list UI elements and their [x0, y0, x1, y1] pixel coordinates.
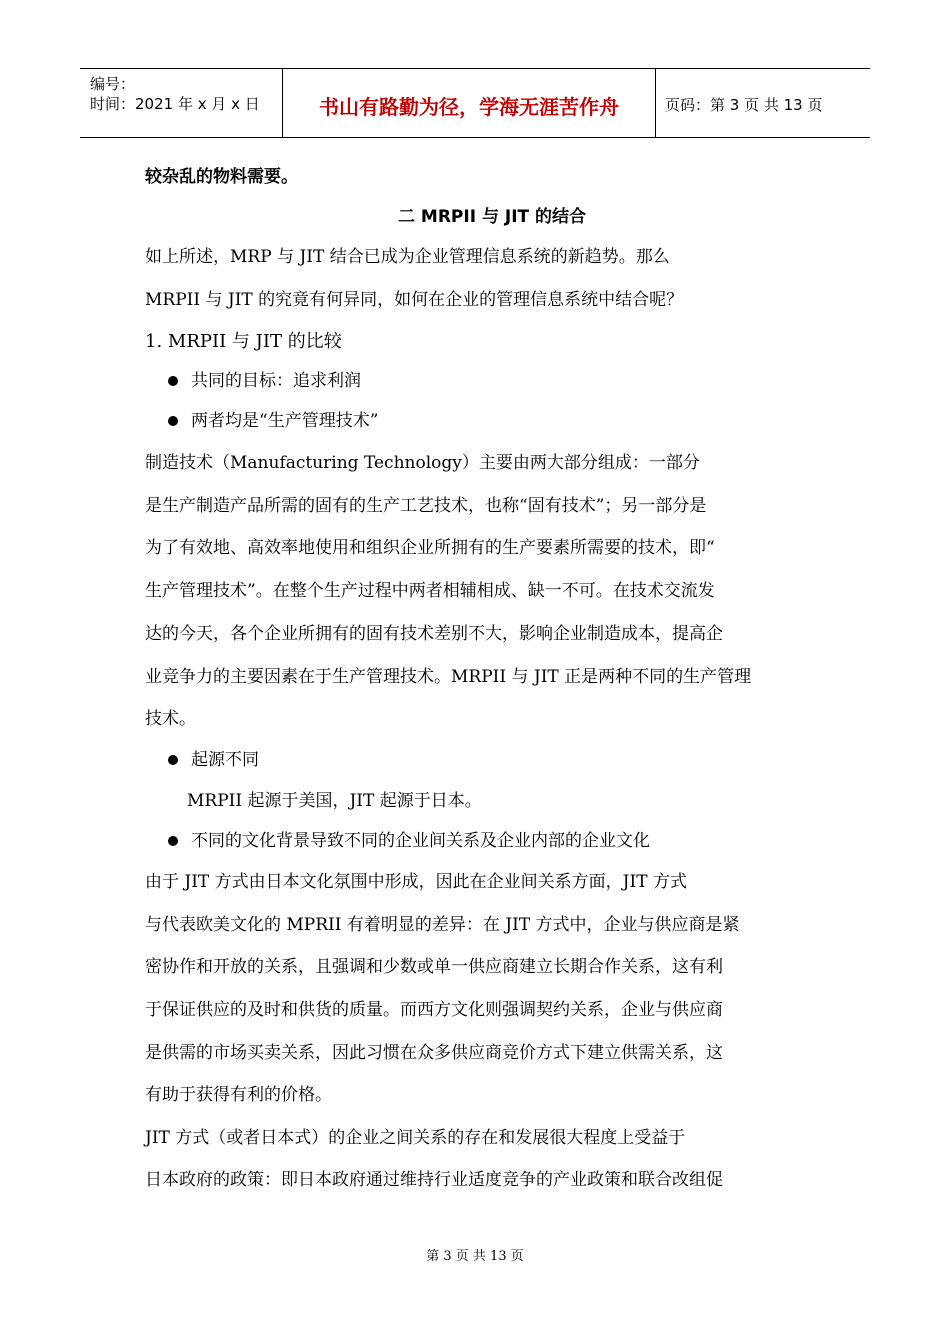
paragraph-line: 如上所述，MRP 与 JIT 结合已成为企业管理信息系统的新趋势。那么 — [145, 247, 670, 267]
bullet-item: 起源不同 — [191, 750, 259, 770]
paragraph-line: 密协作和开放的关系，且强调和少数或单一供应商建立长期合作关系，这有利 — [145, 957, 723, 977]
paragraph-line: 为了有效地、高效率地使用和组织企业所拥有的生产要素所需要的技术，即“ — [145, 538, 715, 558]
bullet-icon — [168, 416, 178, 426]
motto-text: 书山有路勤为径，学海无涯苦作舟 — [319, 95, 619, 119]
paragraph-line: MRPII 起源于美国，JIT 起源于日本。 — [187, 791, 482, 811]
page-footer: 第 3 页 共 13 页 — [426, 1249, 524, 1264]
bullet-icon — [168, 376, 178, 386]
paragraph-line: 业竞争力的主要因素在于生产管理技术。MRPII 与 JIT 正是两种不同的生产管理 — [145, 667, 752, 687]
bullet-item: 不同的文化背景导致不同的企业间关系及企业内部的企业文化 — [191, 831, 650, 851]
paragraph-line: 生产管理技术”。在整个生产过程中两者相辅相成、缺一不可。在技术交流发 — [145, 581, 715, 601]
bullet-item: 两者均是“生产管理技术” — [191, 411, 379, 431]
section-heading: 二 MRPII 与 JIT 的结合 — [398, 207, 587, 227]
paragraph-line: 是生产制造产品所需的固有的生产工艺技术，也称“固有技术”；另一部分是 — [145, 496, 707, 516]
number-label: 编号： — [90, 75, 136, 93]
paragraph-line: 技术。 — [145, 709, 196, 729]
paragraph-line: 较杂乱的物料需要。 — [145, 167, 298, 187]
paragraph-line: 有助于获得有利的价格。 — [145, 1085, 332, 1105]
header-motto-cell — [282, 69, 656, 137]
bullet-item: 共同的目标：追求利润 — [191, 371, 361, 391]
document-header — [80, 68, 870, 138]
bullet-icon — [168, 836, 178, 846]
paragraph-line: JIT 方式（或者日本式）的企业之间关系的存在和发展很大程度上受益于 — [145, 1128, 686, 1148]
paragraph-line: 达的今天，各个企业所拥有的固有技术差别不大，影响企业制造成本，提高企 — [145, 624, 723, 644]
paragraph-line: 于保证供应的及时和供货的质量。而西方文化则强调契约关系，企业与供应商 — [145, 1000, 723, 1020]
page-code: 页码：第 3 页 共 13 页 — [665, 96, 823, 114]
paragraph-line: 与代表欧美文化的 MPRII 有着明显的差异：在 JIT 方式中，企业与供应商是紧 — [145, 915, 740, 935]
paragraph-line: 是供需的市场买卖关系，因此习惯在众多供应商竞价方式下建立供需关系，这 — [145, 1043, 723, 1063]
date-label: 时间：2021 年 x 月 x 日 — [90, 95, 260, 113]
paragraph-line: 日本政府的政策：即日本政府通过维持行业适度竞争的产业政策和联合改组促 — [145, 1170, 723, 1190]
paragraph-line: MRPII 与 JIT 的究竟有何异同，如何在企业的管理信息系统中结合呢？ — [145, 290, 684, 310]
bullet-icon — [168, 755, 178, 765]
subsection-heading: 1. MRPII 与 JIT 的比较 — [145, 331, 342, 352]
header-meta-cell — [80, 69, 282, 137]
header-page-cell — [655, 69, 870, 137]
paragraph-line: 由于 JIT 方式由日本文化氛围中形成，因此在企业间关系方面，JIT 方式 — [145, 872, 687, 892]
paragraph-line: 制造技术（Manufacturing Technology）主要由两大部分组成：一部分 — [145, 453, 700, 473]
